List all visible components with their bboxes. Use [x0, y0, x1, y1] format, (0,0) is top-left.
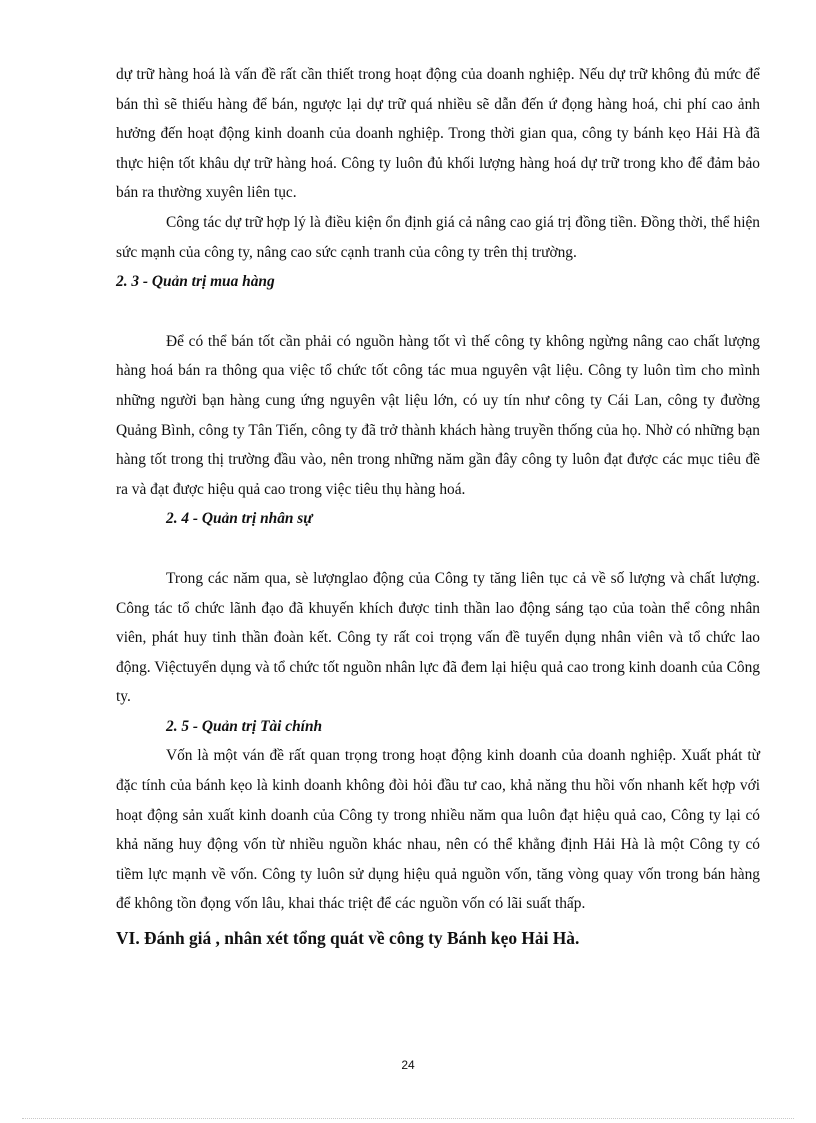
paragraph-inventory: dự trữ hàng hoá là vấn đề rất cần thiết trong hoạt động của doanh nghiệp. Nếu dự trữ không đủ mức để bán thì sẽ thiếu hàng để bán, ngược lại dự trữ quá nhiều sẽ dẫn đến ứ đọng hàng hoá, chi phí cao ảnh hưởng đến hoạt động kinh doanh của doanh nghiệp. Trong thời gian qua, công ty bánh kẹo Hải Hà đã thực hiện tốt khâu dự trữ hàng hoá. Công ty luôn đủ khối lượng hàng hoá dự trữ trong kho để đảm bảo bán ra thường xuyên liên tục.: [116, 66, 760, 202]
paragraph-purchasing: Để có thể bán tốt cần phải có nguồn hàng tốt vì thế công ty không ngừng nâng cao chất lượng hàng hoá bán ra thông qua việc tổ chức tốt công tác mua nguyên vật liệu. Công ty luôn tìm cho mình những người bạn hàng cung ứng nguyên vật liệu lớn, có uy tín như công ty Cái Lan, công ty đường Quảng Bình, công ty Tân Tiến, công ty đã trở thành khách hàng truyền thống của họ. Nhờ có những bạn hàng tốt trong thị trường đầu vào, nên trong những năm gần đây công ty luôn đạt được các mục tiêu đề ra và đạt được hiệu quả cao trong việc tiêu thụ hàng hoá.: [116, 332, 760, 498]
section-title: VI. Đánh giá , nhân xét tổng quát về công ty Bánh kẹo Hải Hà.: [116, 928, 580, 949]
heading-human-resources: 2. 4 - Quản trị nhân sự: [166, 510, 313, 528]
page-number: 24: [401, 1058, 415, 1072]
spacer: [116, 297, 760, 327]
footer-divider: [22, 1118, 794, 1119]
spacer: [116, 534, 760, 564]
document-body: [116, 60, 760, 953]
paragraph-inventory-benefit: Công tác dự trữ hợp lý là điều kiện ổn định giá cả nâng cao giá trị đồng tiền. Đồng thời, thể hiện sức mạnh của công ty, nâng cao sức cạnh tranh của công ty trên thị trường.: [116, 213, 760, 261]
heading-purchasing: 2. 3 - Quản trị mua hàng: [116, 273, 275, 291]
paragraph-finance: Vốn là một ván đề rất quan trọng trong hoạt động kinh doanh của doanh nghiệp. Xuất phát từ đặc tính của bánh kẹo là kinh doanh không đòi hỏi đầu tư cao, khả năng thu hồi vốn nhanh kết hợp với hoạt động sản xuất kinh doanh của Công ty trong nhiều năm qua luôn đạt hiệu quả cao, Công ty lại có khả năng huy động vốn từ nhiều nguồn khác nhau, nên có thể khẳng định Hải Hà là một Công ty có tiềm lực mạnh về vốn. Công ty luôn sử dụng hiệu quả nguồn vốn, tăng vòng quay vốn trong bán hàng để không tồn đọng vốn lâu, khai thác triệt để các nguồn vốn có lãi suất thấp.: [116, 747, 760, 913]
heading-finance: 2. 5 - Quản trị Tài chính: [166, 717, 323, 735]
paragraph-human-resources: Trong các năm qua, sè lượnglao động của Công ty tăng liên tục cả về số lượng và chất lượng. Công tác tổ chức lãnh đạo đã khuyến khích được tinh thần lao động sáng tạo của toàn thể công nhân viên, phát huy tinh thần đoàn kết. Công ty rất coi trọng vấn đề tuyển dụng nhân viên và tổ chức lao động. Việctuyển dụng và tổ chức tốt nguồn nhân lực đã đem lại hiệu quả cao trong kinh doanh của Công ty.: [116, 569, 760, 706]
